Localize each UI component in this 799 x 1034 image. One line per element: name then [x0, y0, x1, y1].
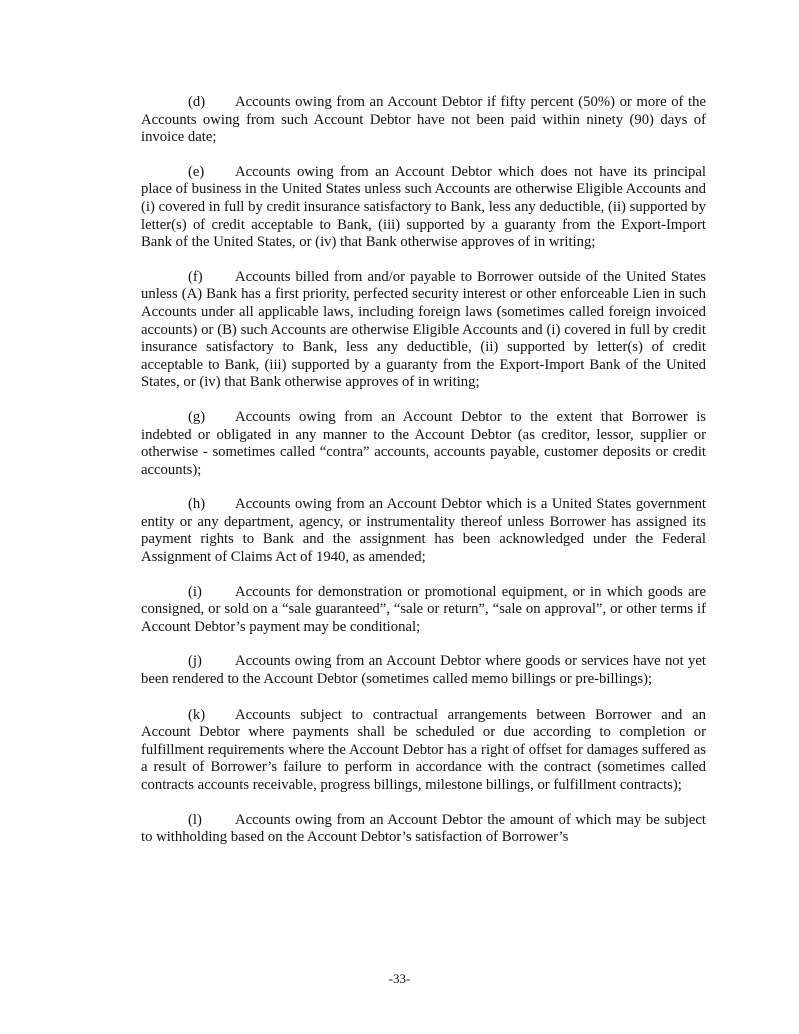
clause-f [141, 269, 706, 392]
clause-h [141, 496, 706, 566]
clause-text: Accounts owing from an Account Debtor the amount of which may be subject to withholding based on the Account Debtor’s satisfaction of Borrower’s [141, 811, 706, 846]
clause-marker: (h) [188, 496, 206, 513]
page-number: -33- [388, 971, 411, 986]
document-body [141, 94, 706, 864]
clause-marker: (d) [188, 94, 206, 110]
clause-marker: (l) [188, 811, 202, 828]
clause-l [141, 812, 706, 847]
clause-d [141, 94, 706, 147]
clause-text: Accounts owing from an Account Debtor which is a United States government entity or any department, agency, or instrumentality thereof unless Borrower has assigned its payment rights to Bank and the assignment has been acknowledged under the Federal Assignment of Claims Act of 1940, as amended; [141, 496, 706, 566]
clause-marker: (e) [188, 163, 205, 180]
clause-g [141, 409, 706, 479]
clause-text: Accounts for demonstration or promotional equipment, or in which goods are consigned, or sold on a “sale guaranteed”, “sale or return”, “sale on approval”, or other terms if Account Debtor’s payment may be conditional; [141, 583, 706, 635]
clause-i [141, 584, 706, 637]
clause-marker: (j) [188, 653, 202, 670]
clause-j [141, 653, 706, 688]
clause-text: Accounts billed from and/or payable to Borrower outside of the United States unless (A) Bank has a first priority, perfected security interest or other enforceable Lien in such Accounts under all applicable laws, including foreign laws (sometimes called foreign invoiced accounts) or (B) such Accounts are otherwise Eligible Accounts and (i) covered in full by credit insurance satisfactory to Bank, less any deductible, (ii) supported by letter(s) of credit acceptable to Bank, (iii) supported by a guaranty from the Export-Import Bank of the United States, or (iv) that Bank otherwise approves of in writing; [141, 268, 706, 391]
clause-text: Accounts owing from an Account Debtor which does not have its principal place of business in the United States unless such Accounts are otherwise Eligible Accounts and (i) covered in full by credit insurance satisfactory to Bank, less any deductible, (ii) supported by letter(s) of credit acceptable to Bank, (iii) supported by a guaranty from the Export-Import Bank of the United States, or (iv) that Bank otherwise approves of in writing; [141, 163, 706, 251]
clause-marker: (g) [188, 408, 206, 425]
clause-marker: (f) [188, 268, 203, 285]
clause-e [141, 164, 706, 252]
clause-text: Accounts subject to contractual arrangements between Borrower and an Account Debtor where payments shall be scheduled or due according to completion or fulfillment requirements where the Account Debtor has a right of offset for damages suffered as a result of Borrower’s failure to perform in accordance with the contract (sometimes called contracts accounts receivable, progress billings, milestone billings, or fulfillment contracts); [141, 706, 706, 793]
clause-text: Accounts owing from an Account Debtor where goods or services have not yet been rendered to the Account Debtor (sometimes called memo billings or pre-billings); [141, 653, 706, 688]
clause-text: Accounts owing from an Account Debtor to the extent that Borrower is indebted or obligated in any manner to the Account Debtor (as creditor, lessor, supplier or otherwise - sometimes called “contra” accounts, accounts payable, customer deposits or credit accounts); [141, 408, 706, 478]
clause-text: Accounts owing from an Account Debtor if fifty percent (50%) or more of the Accounts owing from such Account Debtor have not been paid within ninety (90) days of invoice date; [141, 94, 706, 146]
clause-marker: (i) [188, 583, 202, 600]
clause-marker: (k) [188, 706, 206, 723]
clause-k [141, 707, 706, 795]
